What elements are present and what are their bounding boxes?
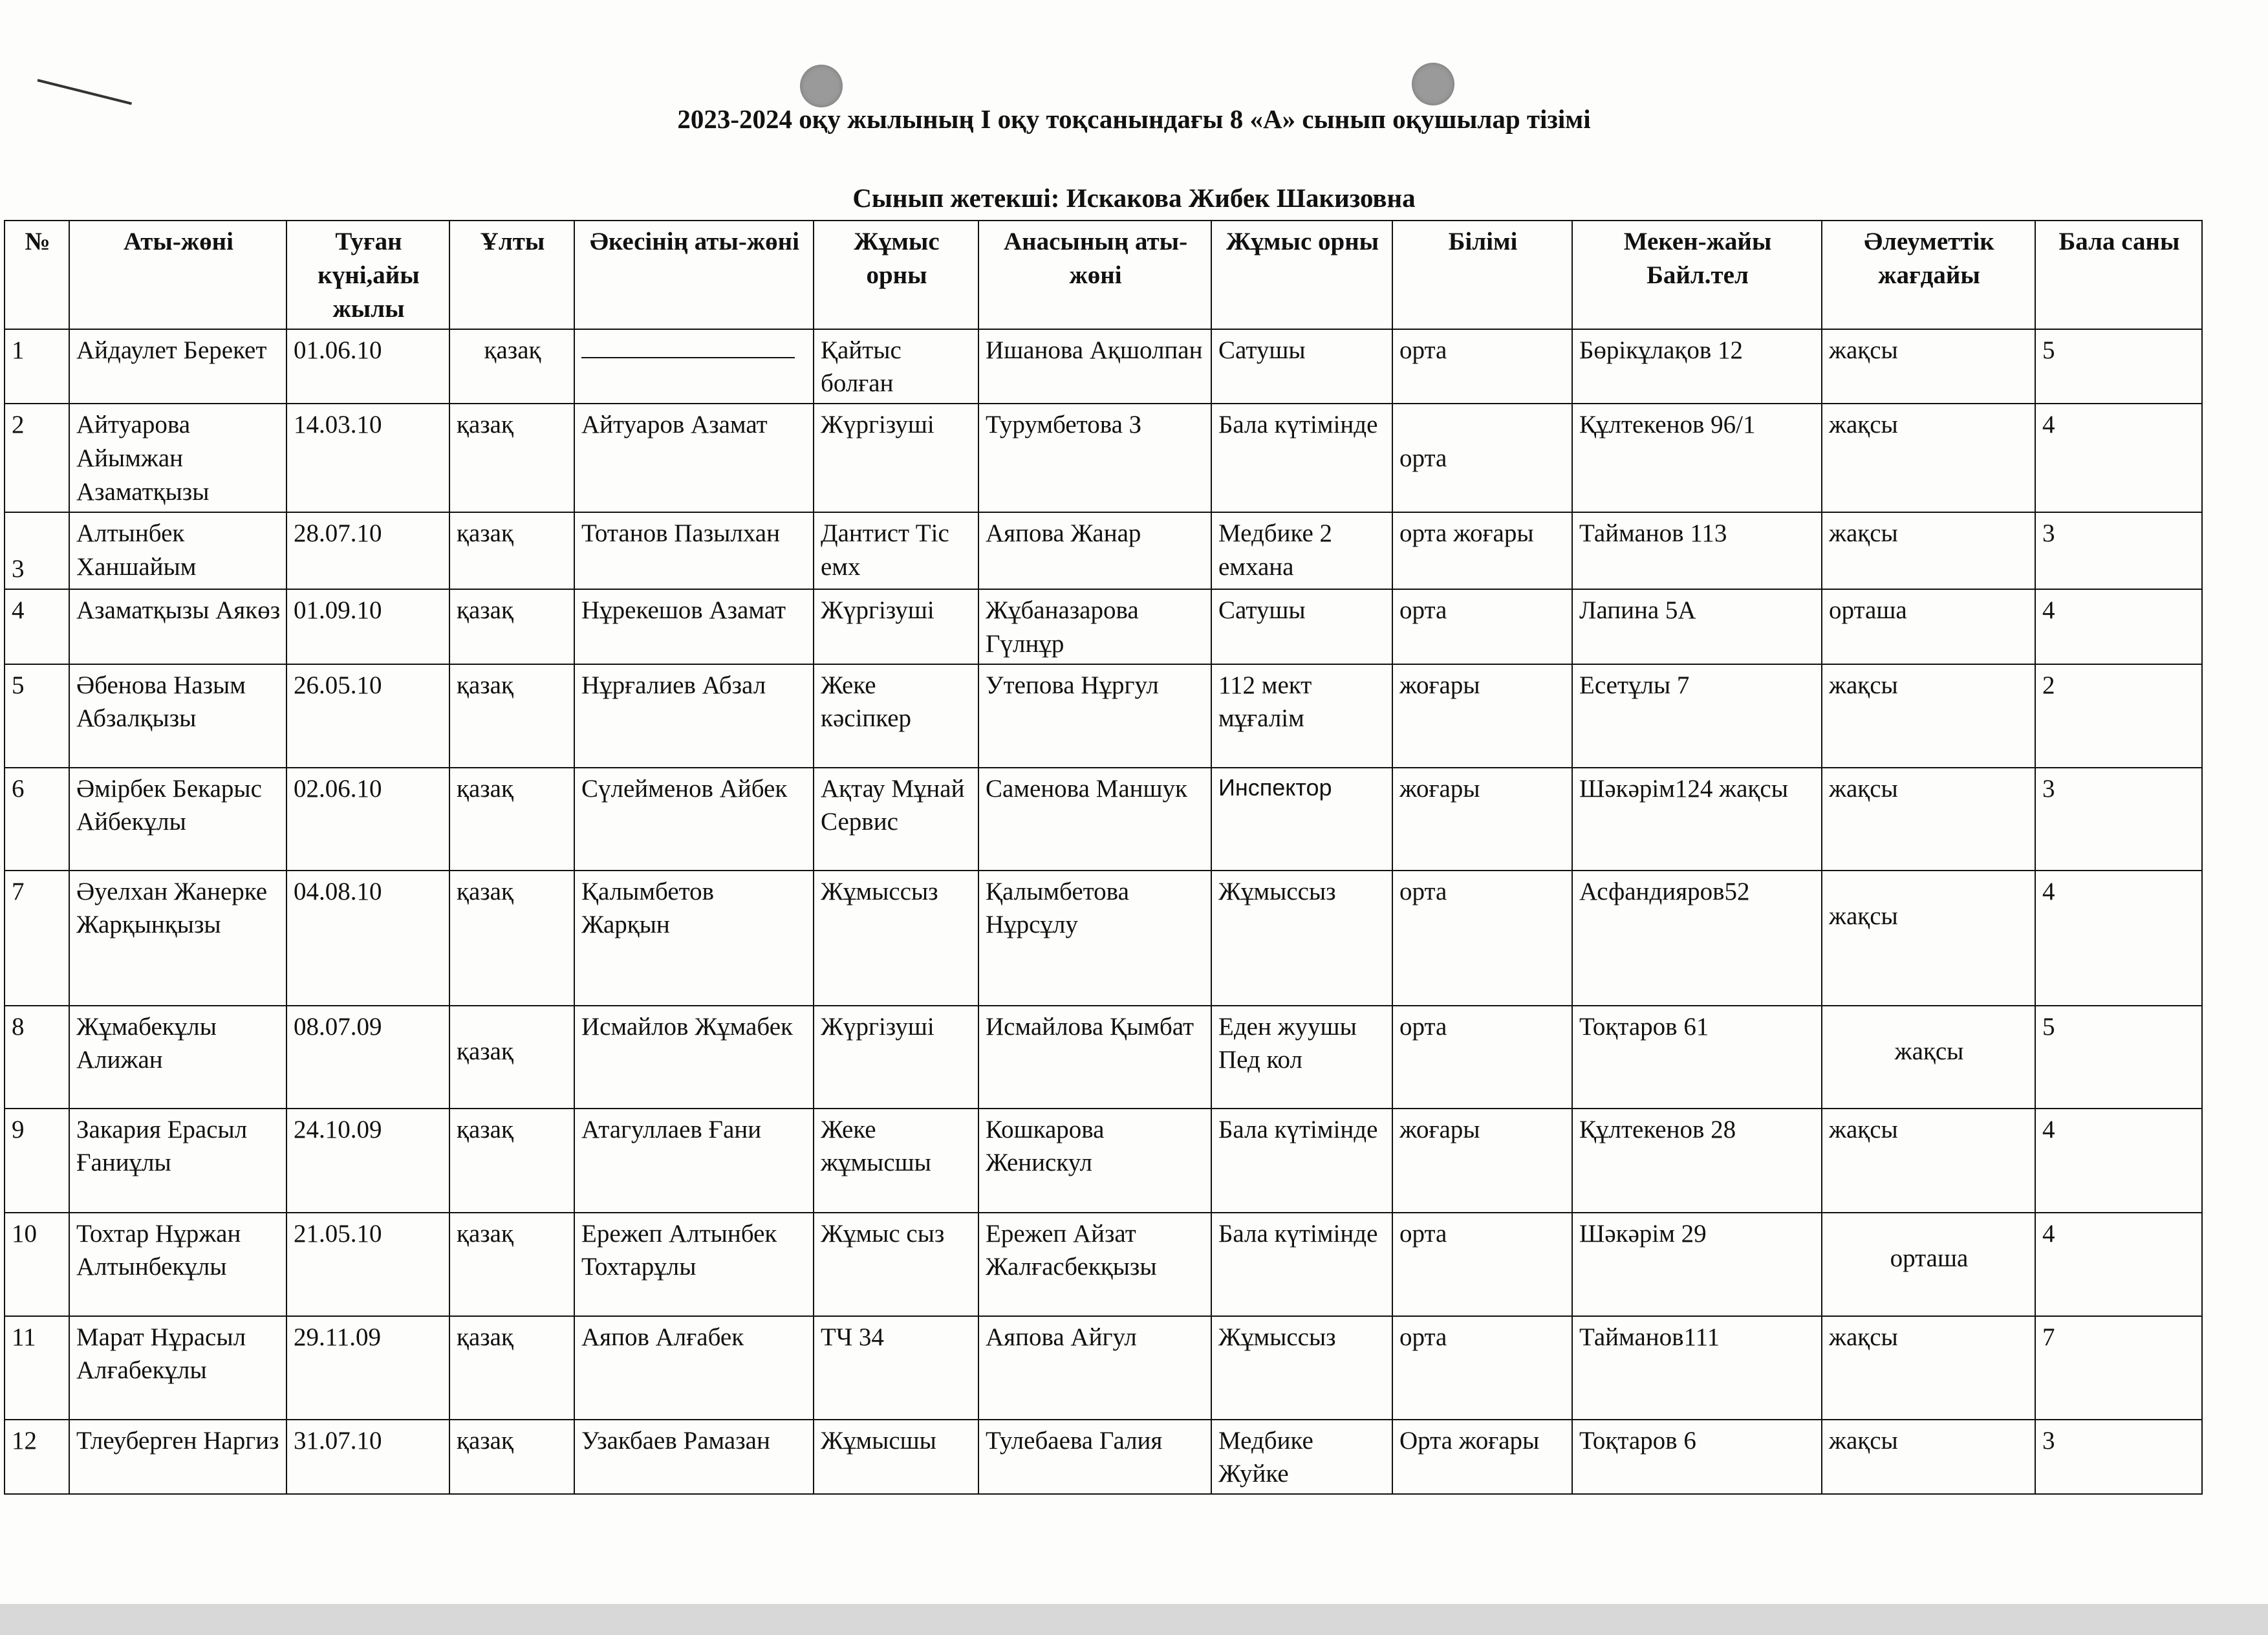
cell-mother-work: Жұмыссыз [1211,871,1392,1006]
cell-father-work: Жұмыссыз [814,871,978,1006]
cell-name: Жұмабекұлы Алижан [69,1006,286,1109]
cell-mother-name: Жұбаназарова Гүлнұр [978,589,1211,664]
cell-social-status: жақсы [1822,1109,2035,1213]
header-name: Аты-жөні [69,221,286,329]
cell-children-count: 5 [2035,329,2202,404]
cell-social-status: жақсы [1822,871,2035,1006]
cell-social-status: жақсы [1822,512,2035,589]
header-mother-work: Жұмыс орны [1211,221,1392,329]
cell-number: 2 [5,404,69,512]
cell-nationality: қазақ [449,1213,574,1316]
cell-birthdate: 31.07.10 [286,1420,449,1495]
cell-mother-work: Жұмыссыз [1211,1316,1392,1420]
cell-mother-work: Инспектор [1211,768,1392,871]
cell-number: 6 [5,768,69,871]
cell-children-count: 4 [2035,404,2202,512]
cell-father-name: Ережеп Алтынбек Тохтарұлы [574,1213,814,1316]
cell-birthdate: 01.09.10 [286,589,449,664]
cell-mother-name: Утепова Нұргул [978,664,1211,768]
cell-social-status: жақсы [1822,1006,2035,1109]
cell-education: орта [1392,589,1572,664]
cell-number: 9 [5,1109,69,1213]
cell-nationality: қазақ [449,664,574,768]
cell-father-work: Жүргізуші [814,589,978,664]
cell-father-name: Аяпов Алғабек [574,1316,814,1420]
cell-birthdate: 08.07.09 [286,1006,449,1109]
header-mother-name: Анасының аты-жөні [978,221,1211,329]
cell-education: жоғары [1392,768,1572,871]
table-row [5,512,2202,589]
cell-education: жоғары [1392,664,1572,768]
cell-name: Айтуарова Айымжан Азаматқызы [69,404,286,512]
cell-birthdate: 21.05.10 [286,1213,449,1316]
cell-nationality: қазақ [449,1316,574,1420]
cell-mother-name: Тулебаева Галия [978,1420,1211,1495]
cell-mother-work: 112 мект мұғалім [1211,664,1392,768]
cell-number: 4 [5,589,69,664]
cell-children-count: 4 [2035,1109,2202,1213]
table-row [5,589,2202,664]
cell-social-status: жақсы [1822,329,2035,404]
cell-address: Тайманов111 [1572,1316,1822,1420]
cell-number: 5 [5,664,69,768]
cell-children-count: 3 [2035,512,2202,589]
header-address: Мекен-жайы Байл.тел [1572,221,1822,329]
cell-nationality: қазақ [449,871,574,1006]
cell-mother-name: Турумбетова З [978,404,1211,512]
header-education: Білімі [1392,221,1572,329]
cell-children-count: 5 [2035,1006,2202,1109]
cell-social-status: жақсы [1822,768,2035,871]
cell-mother-work: Бала күтімінде [1211,1213,1392,1316]
cell-address: Шәкәрім124 жақсы [1572,768,1822,871]
cell-nationality: қазақ [449,512,574,589]
student-roster-table [4,220,2203,1495]
cell-nationality: қазақ [449,329,574,404]
cell-birthdate: 02.06.10 [286,768,449,871]
cell-name: Тлеуберген Наргиз [69,1420,286,1495]
cell-education: орта [1392,404,1572,512]
cell-social-status: жақсы [1822,404,2035,512]
cell-name: Тохтар Нұржан Алтынбекұлы [69,1213,286,1316]
pen-mark [38,79,133,105]
cell-father-work: Жұмыс сыз [814,1213,978,1316]
cell-children-count: 2 [2035,664,2202,768]
cell-mother-work: Бала күтімінде [1211,1109,1392,1213]
cell-father-work: Жеке жұмысшы [814,1109,978,1213]
cell-father-work: Дантист Тіс емх [814,512,978,589]
cell-father-work: Жүргізуші [814,404,978,512]
cell-education: орта [1392,1006,1572,1109]
cell-number: 11 [5,1316,69,1420]
cell-children-count: 4 [2035,1213,2202,1316]
cell-address: Есетұлы 7 [1572,664,1822,768]
cell-birthdate: 14.03.10 [286,404,449,512]
cell-number: 1 [5,329,69,404]
table-row [5,1213,2202,1316]
cell-father-name [574,329,814,404]
cell-number: 3 [5,512,69,589]
cell-mother-name: Саменова Маншук [978,768,1211,871]
header-nationality: Ұлты [449,221,574,329]
cell-birthdate: 04.08.10 [286,871,449,1006]
cell-mother-name: Кошкарова Жениcкул [978,1109,1211,1213]
cell-name: Марат Нұрасыл Алғабекұлы [69,1316,286,1420]
cell-mother-work: Еден жуушы Пед кол [1211,1006,1392,1109]
cell-birthdate: 29.11.09 [286,1316,449,1420]
cell-father-name: Сүлейменов Айбек [574,768,814,871]
cell-mother-work: Сатушы [1211,329,1392,404]
header-row [5,221,2202,329]
cell-father-work: Жүргізуші [814,1006,978,1109]
cell-father-name: Исмайлов Жұмабек [574,1006,814,1109]
cell-mother-name: Аяпова Жанар [978,512,1211,589]
cell-nationality: қазақ [449,1420,574,1495]
cell-social-status: орташа [1822,1213,2035,1316]
table-row [5,1420,2202,1495]
cell-social-status: жақсы [1822,1316,2035,1420]
cell-mother-name: Ережеп Айзат Жалғасбекқызы [978,1213,1211,1316]
table-row [5,404,2202,512]
cell-nationality: қазақ [449,1006,574,1109]
cell-father-work: ТЧ 34 [814,1316,978,1420]
cell-name: Алтынбек Ханшайым [69,512,286,589]
cell-address: Құлтекенов 28 [1572,1109,1822,1213]
cell-father-work: Ақтау Мұнай Сервис [814,768,978,871]
cell-education: орта жоғары [1392,512,1572,589]
cell-mother-work: Сатушы [1211,589,1392,664]
cell-number: 7 [5,871,69,1006]
cell-address: Лапина 5А [1572,589,1822,664]
cell-father-name: Нұрғалиев Абзал [574,664,814,768]
cell-name: Әбенова Назым Абзалқызы [69,664,286,768]
cell-children-count: 4 [2035,589,2202,664]
cell-father-name: Тотанов Пазылхан [574,512,814,589]
header-father-work: Жұмыс орны [814,221,978,329]
cell-address: Бөрікұлақов 12 [1572,329,1822,404]
cell-father-work: Қайтыс болған [814,329,978,404]
table-row [5,871,2202,1006]
header-number: № [5,221,69,329]
cell-education: Орта жоғары [1392,1420,1572,1495]
table-row [5,768,2202,871]
punch-hole-right [1412,63,1454,105]
punch-hole-left [800,65,843,107]
cell-mother-work: Медбике 2 емхана [1211,512,1392,589]
cell-mother-name: Аяпова Айгул [978,1316,1211,1420]
cell-social-status: жақсы [1822,1420,2035,1495]
cell-education: жоғары [1392,1109,1572,1213]
cell-father-work: Жеке кәсіпкер [814,664,978,768]
cell-address: Асфандияров52 [1572,871,1822,1006]
cell-birthdate: 01.06.10 [286,329,449,404]
cell-name: Закария Ерасыл Ғаниұлы [69,1109,286,1213]
cell-social-status: жақсы [1822,664,2035,768]
cell-address: Тоқтаров 6 [1572,1420,1822,1495]
cell-children-count: 4 [2035,871,2202,1006]
cell-father-name: Айтуаров Азамат [574,404,814,512]
cell-address: Шәкәрім 29 [1572,1213,1822,1316]
cell-father-name: Узакбаев Рамазан [574,1420,814,1495]
cell-nationality: қазақ [449,1109,574,1213]
cell-birthdate: 26.05.10 [286,664,449,768]
header-children-count: Бала саны [2035,221,2202,329]
cell-father-name: Қалымбетов Жарқын [574,871,814,1006]
cell-social-status: орташа [1822,589,2035,664]
cell-number: 12 [5,1420,69,1495]
cell-nationality: қазақ [449,589,574,664]
header-father-name: Әкесінің аты-жөні [574,221,814,329]
cell-education: орта [1392,329,1572,404]
cell-mother-name: Ишанова Ақшолпан [978,329,1211,404]
cell-nationality: қазақ [449,404,574,512]
cell-education: орта [1392,871,1572,1006]
table-row [5,1006,2202,1109]
table-row [5,1316,2202,1420]
cell-name: Айдаулет Берекет [69,329,286,404]
cell-mother-work: Бала күтімінде [1211,404,1392,512]
cell-address: Тайманов 113 [1572,512,1822,589]
cell-name: Азаматқызы Аякөз [69,589,286,664]
header-social-status: Әлеуметтік жағдайы [1822,221,2035,329]
cell-mother-work: Медбике Жуйке [1211,1420,1392,1495]
cell-number: 10 [5,1213,69,1316]
cell-children-count: 7 [2035,1316,2202,1420]
cell-mother-name: Исмайлова Қымбат [978,1006,1211,1109]
cell-mother-name: Қалымбетова Нұрсұлу [978,871,1211,1006]
cell-children-count: 3 [2035,1420,2202,1495]
scanner-edge [0,1604,2268,1635]
cell-education: орта [1392,1316,1572,1420]
cell-address: Құлтекенов 96/1 [1572,404,1822,512]
document-title: 2023-2024 оқу жылының І оқу тоқсанындағы 8 «А» сынып оқушылар тізімі [677,104,1591,134]
table-row [5,329,2202,404]
cell-address: Тоқтаров 61 [1572,1006,1822,1109]
cell-children-count: 3 [2035,768,2202,871]
class-teacher: Сынып жетекші: Искакова Жибек Шакизовна [852,183,1416,213]
cell-birthdate: 28.07.10 [286,512,449,589]
cell-birthdate: 24.10.09 [286,1109,449,1213]
cell-nationality: қазақ [449,768,574,871]
header-birthdate: Туған күні,айы жылы [286,221,449,329]
table-row [5,1109,2202,1213]
cell-name: Әуелхан Жанерке Жарқынқызы [69,871,286,1006]
cell-education: орта [1392,1213,1572,1316]
cell-father-work: Жұмысшы [814,1420,978,1495]
blank-line [581,338,795,358]
table-row [5,664,2202,768]
cell-number: 8 [5,1006,69,1109]
cell-father-name: Атагуллаев Ғани [574,1109,814,1213]
cell-name: Әмірбек Бекарыс Айбекұлы [69,768,286,871]
cell-father-name: Нұрекешов Азамат [574,589,814,664]
